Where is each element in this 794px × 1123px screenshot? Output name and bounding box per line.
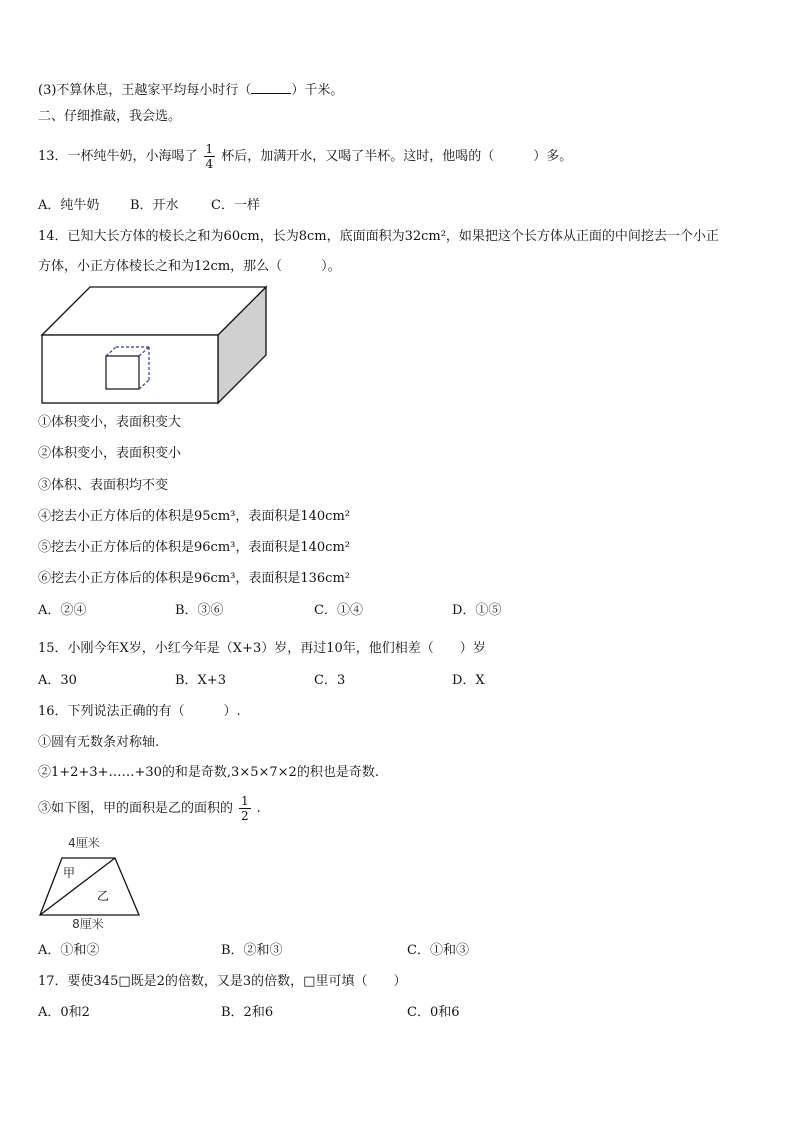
q14-option-d[interactable]: D．①⑤	[452, 603, 502, 618]
fraction	[204, 142, 216, 171]
fraction-denominator: 4	[205, 157, 214, 171]
q14-statement-1: ①体积变小，表面积变大	[38, 415, 182, 430]
cuboid-figure	[38, 283, 270, 407]
q16-stem: 16．下列说法正确的有（ ）.	[38, 704, 241, 719]
section-heading: 二、仔细推敲，我会选。	[38, 109, 182, 124]
q16-statement-2: ②1+2+3+……+30的和是奇数,3×5×7×2的积也是奇数.	[38, 765, 379, 780]
q16-statement-1: ①圆有无数条对称轴.	[38, 735, 160, 750]
answer-blank[interactable]	[251, 81, 291, 94]
q16-option-c[interactable]: C．①和③	[407, 943, 469, 958]
q14-option-b[interactable]: B．③⑥	[175, 603, 224, 618]
q16-option-b[interactable]: B．②和③	[221, 943, 283, 958]
q14-option-a[interactable]: A．②④	[38, 603, 87, 618]
q15-option-d[interactable]: D．X	[452, 673, 485, 688]
q14-statement-3: ③体积、表面积均不变	[38, 478, 169, 493]
q17-stem: 17．要使345□既是2的倍数，又是3的倍数，□里可填（ ）	[38, 974, 407, 989]
fraction-denominator: 2	[241, 809, 249, 823]
trapezoid-shape	[40, 858, 139, 915]
region-jia-label: 甲	[63, 866, 76, 880]
q14-option-c[interactable]: C．①④	[314, 603, 363, 618]
q13-option-a[interactable]: A．纯牛奶	[38, 198, 100, 213]
q15-option-a[interactable]: A．30	[38, 673, 77, 688]
q16-statement-3-suffix: .	[256, 801, 261, 816]
fraction-numerator: 1	[241, 794, 249, 808]
q12-part3	[38, 81, 343, 100]
small-cube-front	[106, 356, 139, 389]
q14-statement-4: ④挖去小正方体后的体积是95cm³，表面积是140cm²	[38, 509, 350, 524]
q17-option-b[interactable]: B．2和6	[221, 1005, 274, 1020]
q14-statement-6: ⑥挖去小正方体后的体积是96cm³，表面积是136cm²	[38, 571, 350, 586]
trapezoid-bottom-label: 8厘米	[72, 917, 104, 931]
trapezoid-top-label: 4厘米	[68, 836, 100, 850]
q13-option-c[interactable]: C．一样	[211, 198, 260, 213]
fraction-numerator: 1	[205, 142, 214, 156]
q12-part3-prefix: (3)不算休息，王越家平均每小时行（	[38, 83, 252, 98]
q17-option-c[interactable]: C．0和6	[407, 1005, 460, 1020]
q16-statement-3-prefix: ③如下图，甲的面积是乙的面积的	[38, 801, 234, 816]
trapezoid-figure	[36, 834, 146, 932]
q15-stem: 15．小刚今年X岁，小红今年是（X+3）岁，再过10年，他们相差（ ）岁	[38, 641, 486, 656]
q13-prefix: 13．一杯纯牛奶，小海喝了	[38, 149, 198, 164]
q16-option-a[interactable]: A．①和②	[38, 943, 100, 958]
q14-stem-line1: 14．已知大长方体的棱长之和为60cm，长为8cm，底面面积为32cm²，如果把这个长方体从正面的中间挖去一个小正	[38, 229, 719, 244]
q15-option-b[interactable]: B．X+3	[175, 673, 226, 688]
q16-statement-3	[38, 791, 261, 827]
q13-option-b[interactable]: B．开水	[130, 198, 179, 213]
q17-option-a[interactable]: A．0和2	[38, 1005, 90, 1020]
q13-stem	[38, 139, 572, 175]
q12-part3-suffix: ）千米。	[291, 83, 344, 98]
q14-statement-2: ②体积变小，表面积变小	[38, 446, 182, 461]
q13-suffix: 杯后，加满开水，又喝了半杯。这时，他喝的（ ）多。	[221, 149, 573, 164]
region-yi-label: 乙	[97, 889, 110, 903]
q14-stem-line2: 方体，小正方体棱长之和为12cm，那么（ ）。	[38, 259, 341, 274]
q15-option-c[interactable]: C．3	[314, 673, 346, 688]
fraction	[239, 794, 251, 823]
q14-statement-5: ⑤挖去小正方体后的体积是96cm³，表面积是140cm²	[38, 540, 350, 555]
